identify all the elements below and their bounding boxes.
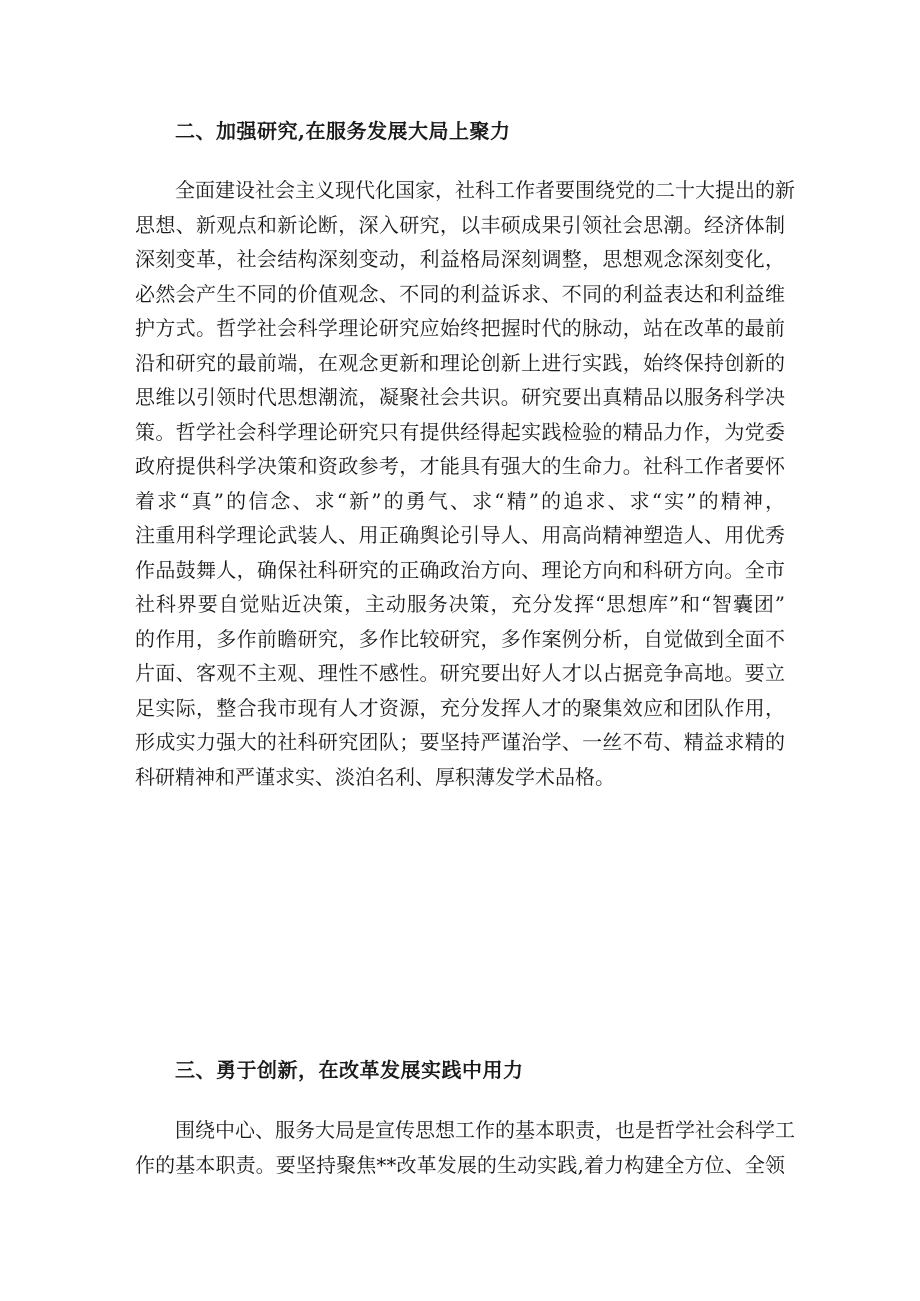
section-paragraph-2	[135, 178, 795, 801]
paragraph-line: 沿和研究的最前端，在观念更新和理论创新上进行实践，始终保持创新的	[135, 350, 785, 375]
paragraph-line: 作的基本职责。要坚持聚焦**改革发展的生动实践,着力构建全方位、全领	[135, 1152, 785, 1177]
paragraph-line: 护方式。哲学社会科学理论研究应始终把握时代的脉动，站在改革的最前	[135, 316, 785, 340]
paragraph-line: 围绕中心、服务大局是宣传思想工作的基本职责，也是哲学社会科学工	[175, 1118, 795, 1142]
paragraph-line: 必然会产生不同的价值观念、不同的利益诉求、不同的利益表达和利益维	[135, 281, 785, 306]
paragraph-line: 社科界要自觉贴近决策，主动服务决策，充分发挥“思想库”和“智囊团”	[135, 592, 785, 616]
section-paragraph-3	[135, 1118, 795, 1189]
paragraph-line: 深刻变革，社会结构深刻变动，利益格局深刻调整，思想观念深刻变化，	[135, 247, 785, 271]
section-heading-2: 二、加强研究,在服务发展大局上聚力	[175, 119, 511, 143]
paragraph-line: 思维以引领时代思想潮流，凝聚社会共识。研究要出真精品以服务科学决	[135, 385, 785, 409]
paragraph-line: 注重用科学理论武装人、用正确舆论引导人、用高尚精神塑造人、用优秀	[135, 523, 785, 547]
paragraph-line: 片面、客观不主观、理性不感性。研究要出好人才以占据竞争高地。要立	[135, 661, 785, 685]
paragraph-line: 思想、新观点和新论断，深入研究，以丰硕成果引领社会思潮。经济体制	[135, 212, 785, 237]
paragraph-line: 科研精神和严谨求实、淡泊名利、厚积薄发学术品格。	[135, 764, 615, 789]
paragraph-line: 的作用，多作前瞻研究，多作比较研究，多作案例分析，自觉做到全面不	[135, 626, 785, 651]
paragraph-line: 足实际，整合我市现有人才资源，充分发挥人才的聚集效应和团队作用，	[135, 695, 785, 720]
paragraph-line: 作品鼓舞人，确保社科研究的正确政治方向、理论方向和科研方向。全市	[135, 557, 785, 582]
paragraph-line: 形成实力强大的社科研究团队；要坚持严谨治学、一丝不苟、精益求精的	[135, 730, 785, 754]
paragraph-line: 策。哲学社会科学理论研究只有提供经得起实践检验的精品力作，为党委	[135, 419, 785, 444]
paragraph-line: 着求“真”的信念、求“新”的勇气、求“精”的追求、求“实”的精神，	[135, 488, 785, 513]
paragraph-line: 政府提供科学决策和资政参考，才能具有强大的生命力。社科工作者要怀	[135, 454, 785, 478]
paragraph-line: 全面建设社会主义现代化国家，社科工作者要围绕党的二十大提出的新	[175, 178, 795, 202]
section-heading-3: 三、勇于创新，在改革发展实践中用力	[175, 1058, 524, 1082]
